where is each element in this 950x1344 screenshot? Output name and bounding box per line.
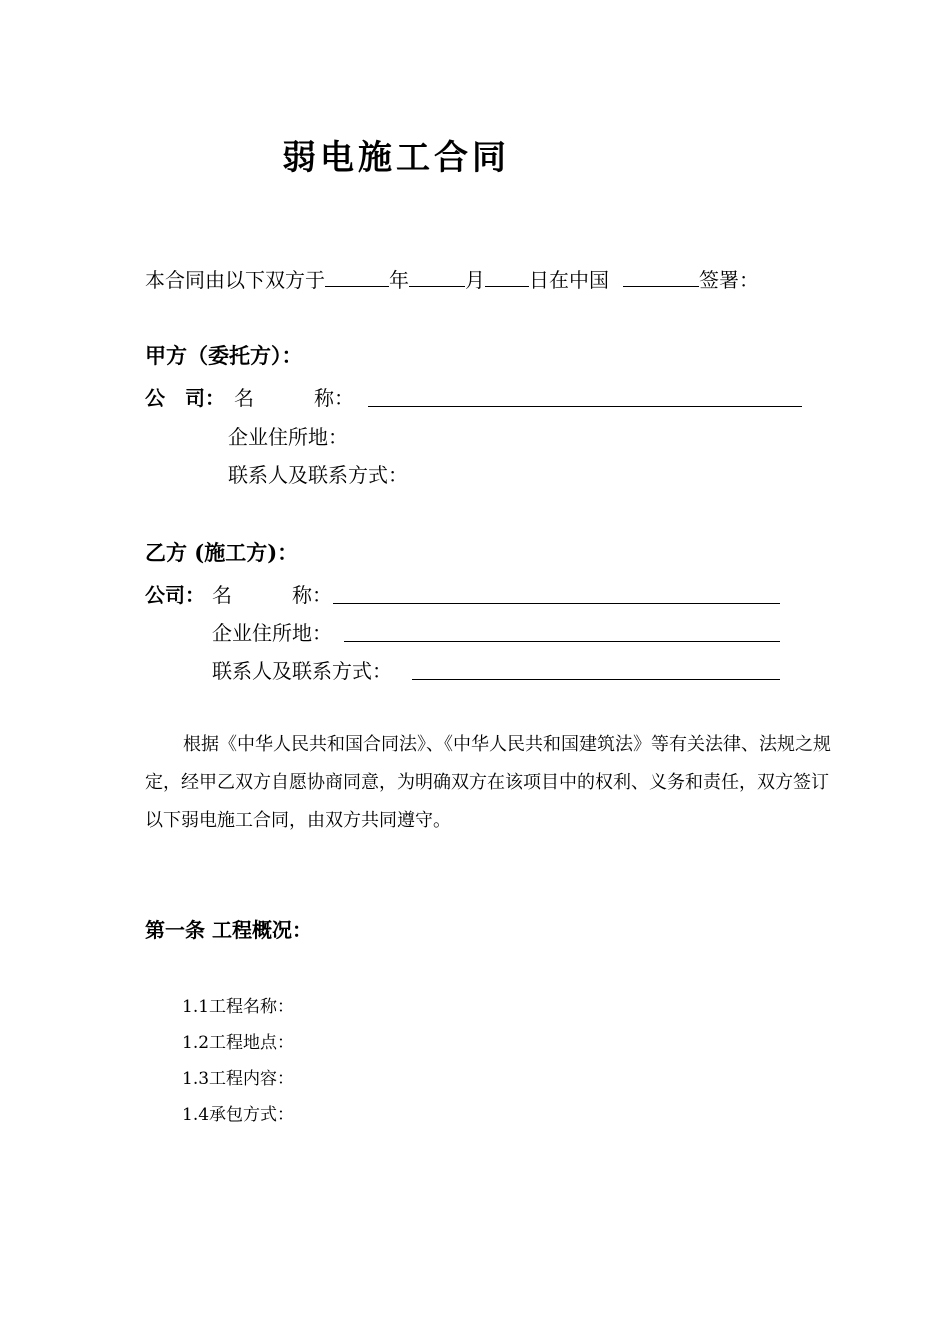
- party-a-company-label: 公 司：: [145, 386, 225, 410]
- party-b-heading: 乙方 (施工方)：: [145, 540, 299, 565]
- article-1-item: 1.1工程名称：: [182, 997, 295, 1017]
- party-a-name-field[interactable]: [368, 406, 802, 407]
- party-a-heading: 甲方（委托方）：: [145, 343, 303, 368]
- party-b-contact-label: 联系人及联系方式：: [212, 659, 392, 683]
- party-b-company-label: 公司：: [145, 583, 205, 607]
- article-1-item: 1.2工程地点：: [182, 1033, 295, 1053]
- day-blank[interactable]: [485, 266, 529, 287]
- party-b-name-label: 名 称：: [212, 583, 332, 607]
- intro-day: 日在中国: [529, 268, 609, 292]
- article-1-heading: 第一条 工程概况：: [145, 918, 312, 942]
- intro-signed: 签署：: [699, 268, 759, 292]
- location-blank[interactable]: [623, 266, 699, 287]
- party-b-name-field[interactable]: [333, 603, 780, 604]
- month-blank[interactable]: [409, 266, 465, 287]
- party-a-address-label: 企业住所地：: [228, 425, 348, 449]
- intro-month: 月: [465, 268, 485, 292]
- party-a-contact-label: 联系人及联系方式：: [228, 463, 408, 487]
- intro-line: [145, 266, 759, 292]
- document-title: 弱电施工合同: [282, 138, 510, 178]
- intro-prefix: 本合同由以下双方于: [145, 268, 325, 292]
- party-b-address-label: 企业住所地：: [212, 621, 332, 645]
- article-1-item: 1.3工程内容：: [182, 1069, 295, 1089]
- party-b-contact-field[interactable]: [412, 679, 780, 680]
- party-a-name-label: 名 称：: [234, 386, 354, 410]
- preamble-paragraph: 根据《中华人民共和国合同法》、《中华人民共和国建筑法》等有关法律、法规之规定，经甲乙双方自愿协商同意，为明确双方在该项目中的权利、义务和责任，双方签订以下弱电施工合同，由双方共同遵守。: [145, 734, 831, 831]
- intro-year: 年: [389, 268, 409, 292]
- party-b-address-field[interactable]: [344, 641, 780, 642]
- year-blank[interactable]: [325, 266, 389, 287]
- article-1-item: 1.4承包方式：: [182, 1105, 295, 1125]
